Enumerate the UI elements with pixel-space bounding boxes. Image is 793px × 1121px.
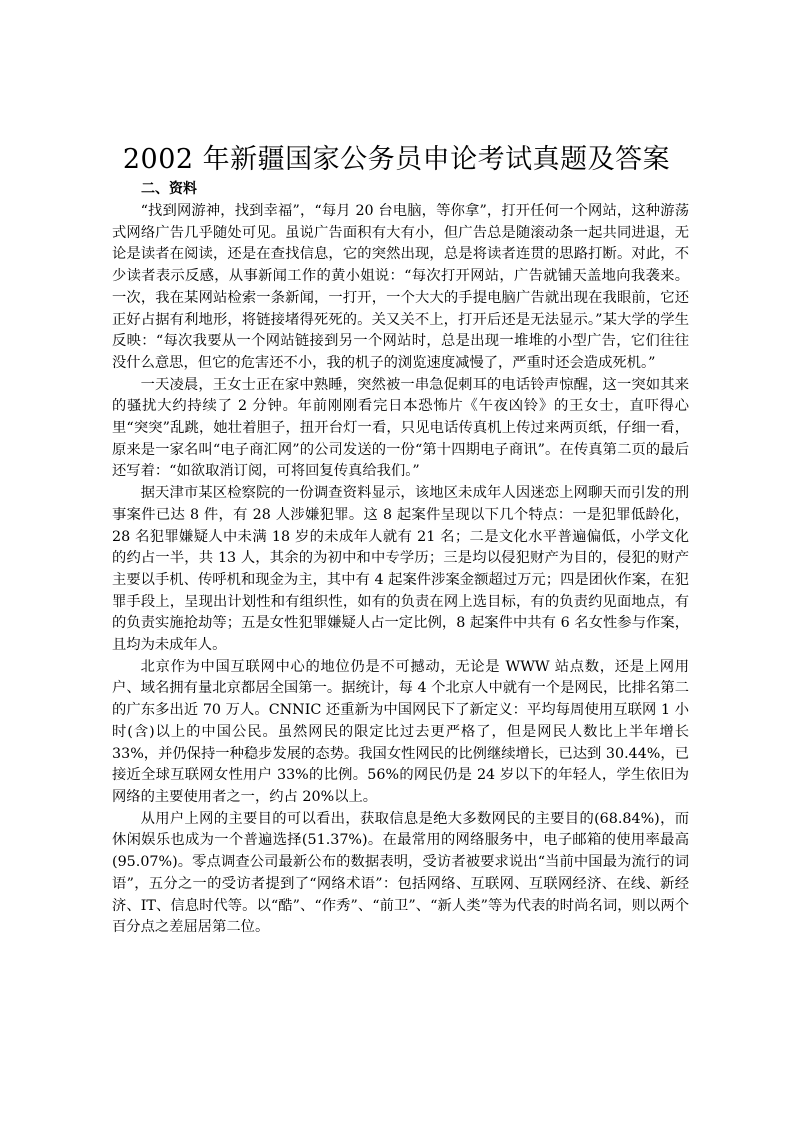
paragraph-3: 据天津市某区检察院的一份调查资料显示，该地区未成年人因迷恋上网聊天而引发的刑事案件已达 8 件，有 28 人涉嫌犯罪。这 8 起案件呈现以下几个特点：一是犯罪低龄化，28 名犯罪嫌疑人中未满 18 岁的未成年人就有 21 名；二是文化水平普遍偏低，小学文化的约占一半，共 13 人，其余的为初中和中专学历；三是均以侵犯财产为目的，侵犯的财产主要以手机、传呼机和现金为主，其中有 4 起案件涉案金额超过万元；四是团伙作案，在犯罪手段上，呈现出计划性和有组织性，如有的负责在网上选目标，有的负责约见面地点，有的负责实施抢劫等；五是女性犯罪嫌疑人占一定比例，8 起案件中共有 6 名女性参与作案，且均为未成年人。: [112, 485, 689, 654]
document-title: 2002 年新疆国家公务员申论考试真题及答案: [122, 144, 671, 175]
paragraph-5: 从用户上网的主要目的可以看出，获取信息是绝大多数网民的主要目的(68.84%)，而休闲娱乐也成为一个普遍选择(51.37%)。在最常用的网络服务中，电子邮箱的使用率最高(95.07%)。零点调查公司最新公布的数据表明，受访者被要求说出“当前中国最为流行的词语”，五分之一的受访者提到了“网络术语”：包括网络、互联网、互联网经济、在线、新经济、IT、信息时代等。以“酷”、“作秀”、“前卫”、“新人类”等为代表的时尚名词，则以两个百分点之差屈居第二位。: [112, 810, 689, 936]
section-heading: 二、资料: [141, 181, 197, 197]
paragraph-4: 北京作为中国互联网中心的地位仍是不可撼动，无论是 WWW 站点数，还是上网用户、域名拥有量北京都居全国第一。据统计，每 4 个北京人中就有一个是网民，比排名第二的广东多出近 70 万人。CNNIC 还重新为中国网民下了新定义：平均每周使用互联网 1 小时(含)以上的中国公民。虽然网民的限定比过去更严格了，但是网民人数比上半年增长 33%，并仍保持一种稳步发展的态势。我国女性网民的比例继续增长，已达到 30.44%，已接近全球互联网女性用户 33%的比例。56%的网民仍是 24 岁以下的年轻人，学生依旧为网络的主要使用者之一，约占 20%以上。: [112, 658, 689, 805]
paragraph-1: “找到网游神，找到幸福”，“每月 20 台电脑，等你拿”，打开任何一个网站，这种游荡式网络广告几乎随处可见。虽说广告面积有大有小，但广告总是随滚动条一起共同进退，无论是读者在阅读，还是在查找信息，它的突然出现，总是将读者连贯的思路打断。对此，不少读者表示反感，从事新闻工作的黄小姐说：“每次打开网站，广告就铺天盖地向我袭来。一次，我在某网站检索一条新闻，一打开，一个大大的手提电脑广告就出现在我眼前，它还正好占据有利地形，将链接堵得死死的。关又关不上，打开后还是无法显示。”某大学的学生反映：“每次我要从一个网站链接到另一个网站时，总是出现一堆堆的小型广告，它们往往没什么意思，但它的危害还不小，我的机子的浏览速度减慢了，严重时还会造成死机。”: [112, 203, 689, 371]
document-body: [112, 201, 689, 939]
paragraph-2: 一天凌晨，王女士正在家中熟睡，突然被一串急促刺耳的电话铃声惊醒，这一突如其来的骚扰大约持续了 2 分钟。年前刚刚看完日本恐怖片《午夜凶铃》的王女士，直吓得心里“突突”乱跳，她壮着胆子，扭开台灯一看，只见电话传真机上传过来两页纸，仔细一看，原来是一家名叫“电子商汇网”的公司发送的一份“第十四期电子商讯”。在传真第二页的最后还写着：“如欲取消订阅，可将回复传真给我们。”: [112, 376, 689, 480]
